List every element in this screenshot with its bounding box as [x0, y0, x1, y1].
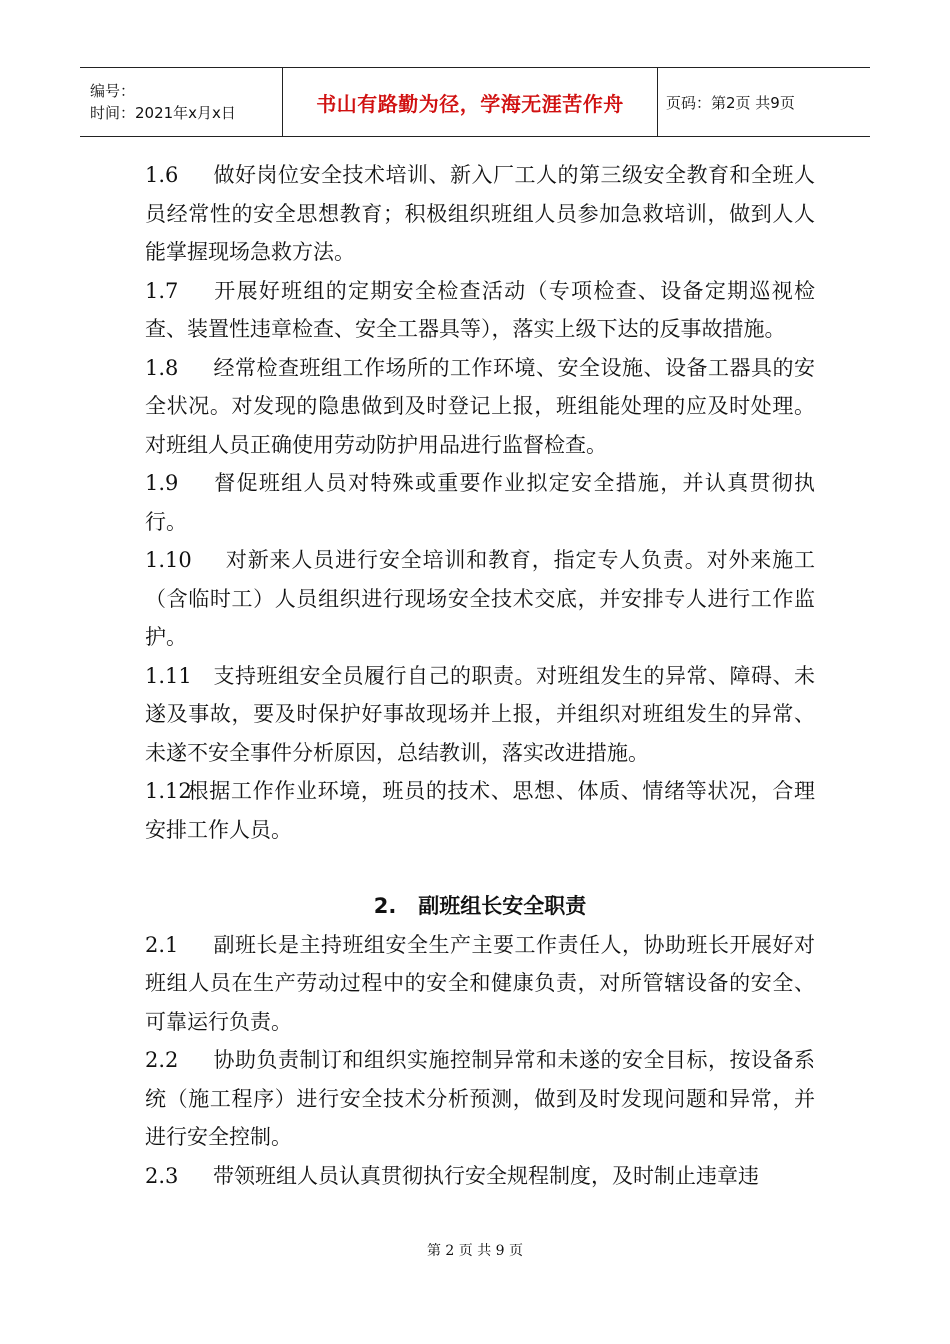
doc-number-label: 编号：	[90, 82, 136, 100]
clause-text: 经常检查班组工作场所的工作环境、安全设施、设备工器具的安全状况。对发现的隐患做到及时登记上报，班组能处理的应及时处理。对班组人员正确使用劳动防护用品进行监督检查。	[145, 355, 815, 457]
clause-1-8	[145, 349, 815, 465]
clause-1-9	[145, 464, 815, 541]
clause-2-2	[145, 1041, 815, 1157]
clause-text: 带领班组人员认真贯彻执行安全规程制度，及时制止违章违	[213, 1163, 759, 1188]
header-motto-cell	[283, 68, 658, 136]
clause-2-3	[145, 1157, 815, 1196]
clause-number: 2.1	[145, 932, 179, 957]
clause-number: 1.10	[145, 548, 192, 572]
clause-number: 1.11	[145, 663, 192, 688]
clause-1-6	[145, 156, 815, 272]
clause-text: 对新来人员进行安全培训和教育，指定专人负责。对外来施工（含临时工）人员组织进行现场安全技术交底，并安排专人进行工作监护。	[145, 548, 815, 649]
clause-text: 协助负责制订和组织实施控制异常和未遂的安全目标，按设备系统（施工程序）进行安全技术分析预测，做到及时发现问题和异常，并进行安全控制。	[145, 1048, 815, 1149]
clause-text: 根据工作作业环境，班员的技术、思想、体质、情绪等状况，合理安排工作人员。	[145, 779, 815, 842]
page-footer: 第 2 页 共 9 页	[426, 1243, 524, 1259]
clause-text: 支持班组安全员履行自己的职责。对班组发生的异常、障碍、未遂及事故，要及时保护好事故现场并上报，并组织对班组发生的异常、未遂不安全事件分析原因，总结教训，落实改进措施。	[145, 663, 815, 765]
clause-2-1	[145, 926, 815, 1042]
clause-1-12: 1.12根据工作作业环境，班员的技术、思想、体质、情绪等状况，合理安排工作人员。	[145, 779, 815, 842]
clause-text: 副班长是主持班组安全生产主要工作责任人，协助班长开展好对班组人员在生产劳动过程中的安全和健康负责，对所管辖设备的安全、可靠运行负责。	[145, 932, 815, 1034]
clause-number: 1.7	[145, 278, 179, 303]
clause-1-11	[145, 657, 815, 773]
clause-text: 督促班组人员对特殊或重要作业拟定安全措施，并认真贯彻执行。	[145, 471, 815, 534]
page-header	[80, 67, 870, 137]
document-body	[145, 156, 815, 1195]
clause-number: 1.6	[145, 163, 179, 187]
clause-1-7	[145, 272, 815, 349]
motto-text: 书山有路勤为径，学海无涯苦作舟	[316, 91, 624, 116]
date-label: 时间：2021年x月x日	[90, 104, 236, 122]
section-number: 2.	[373, 894, 397, 918]
header-page-number: 页码：第2页 共9页	[666, 93, 795, 112]
clause-number: 1.9	[145, 471, 179, 495]
clause-text: 开展好班组的定期安全检查活动（专项检查、设备定期巡视检查、装置性违章检查、安全工器具等），落实上级下达的反事故措施。	[145, 278, 815, 341]
clause-text: 做好岗位安全技术培训、新入厂工人的第三级安全教育和全班人员经常性的安全思想教育；积极组织班组人员参加急救培训，做到人人能掌握现场急救方法。	[145, 163, 815, 264]
section-2-heading	[145, 887, 815, 926]
header-meta	[80, 68, 283, 136]
section-title: 副班组长安全职责	[418, 894, 587, 918]
clause-number: 2.2	[145, 1048, 179, 1072]
clause-number: 1.8	[145, 355, 179, 380]
clause-1-10	[145, 541, 815, 657]
clause-number: 2.3	[145, 1163, 179, 1188]
header-page-cell	[658, 68, 870, 136]
